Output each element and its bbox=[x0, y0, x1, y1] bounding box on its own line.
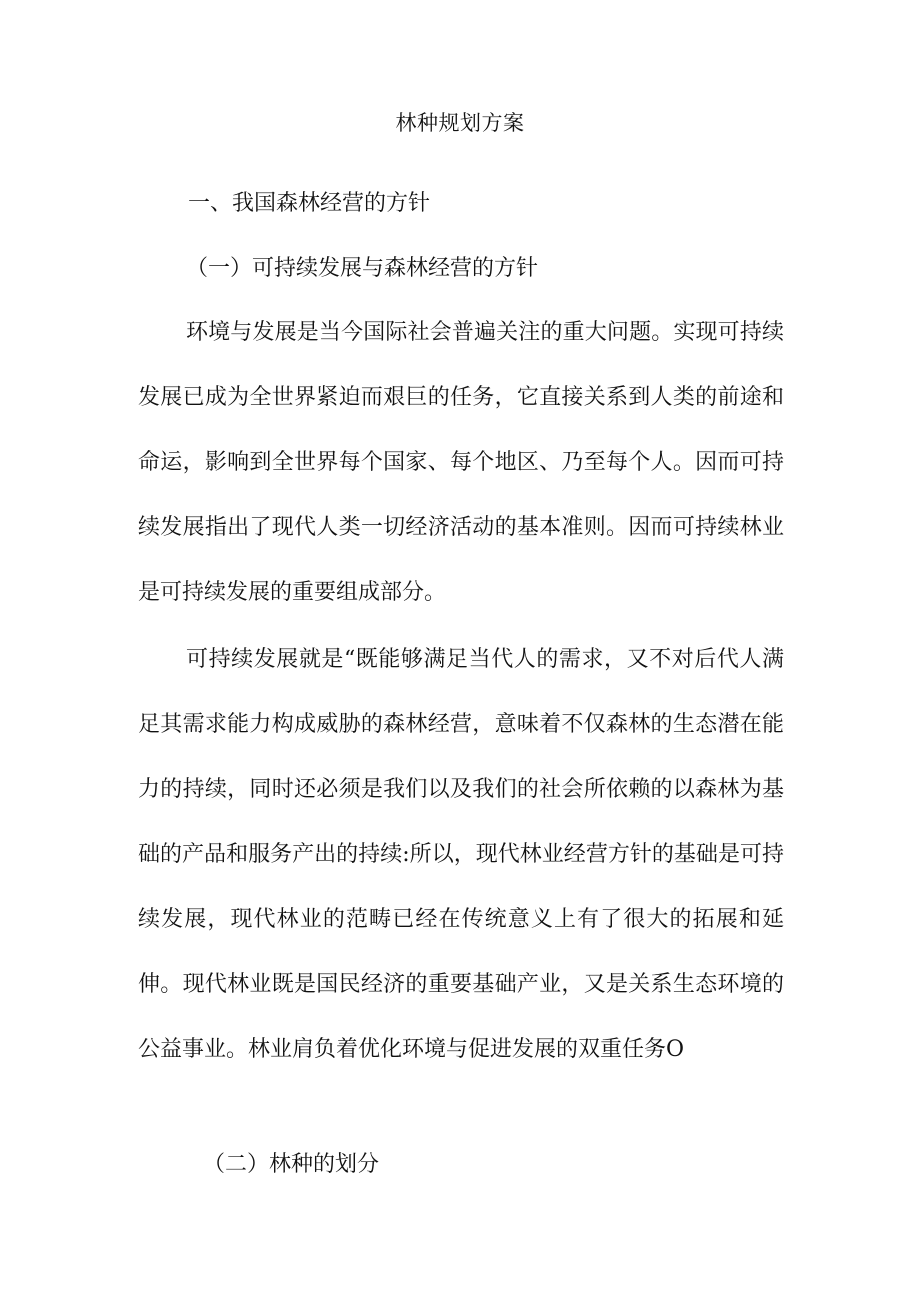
body-paragraph: 可持续发展就是“既能够满足当代人的需求，又不对后代人满足其需求能力构成威胁的森林经营，意味着不仅森林的生态潜在能力的持续，同时还必须是我们以及我们的社会所依赖的以森林为基础的产品和服务产出的持续:所以，现代林业经营方针的基础是可持续发展，现代林业的范畴已经在传统意义上有了很大的拓展和延伸。现代林业既是国民经济的重要基础产业，又是关系生态环境的公益事业。林业肩负着优化环境与促进发展的双重任务O bbox=[138, 647, 784, 1062]
subsection-heading: （一）可持续发展与森林经营的方针 bbox=[186, 256, 539, 281]
body-paragraph: 环境与发展是当今国际社会普遍关注的重大问题。实现可持续发展已成为全世界紧迫而艰巨的任务，它直接关系到人类的前途和命运，影响到全世界每个国家、每个地区、乃至每个人。因而可持续发展指出了现代人类一切经济活动的基本准则。因而可持续林业是可持续发展的重要组成部分。 bbox=[138, 320, 784, 605]
document-title: 林种规划方案 bbox=[395, 111, 525, 135]
subsection-heading: （二）林种的划分 bbox=[203, 1152, 380, 1177]
section-heading: 一、我国森林经营的方针 bbox=[188, 191, 431, 216]
